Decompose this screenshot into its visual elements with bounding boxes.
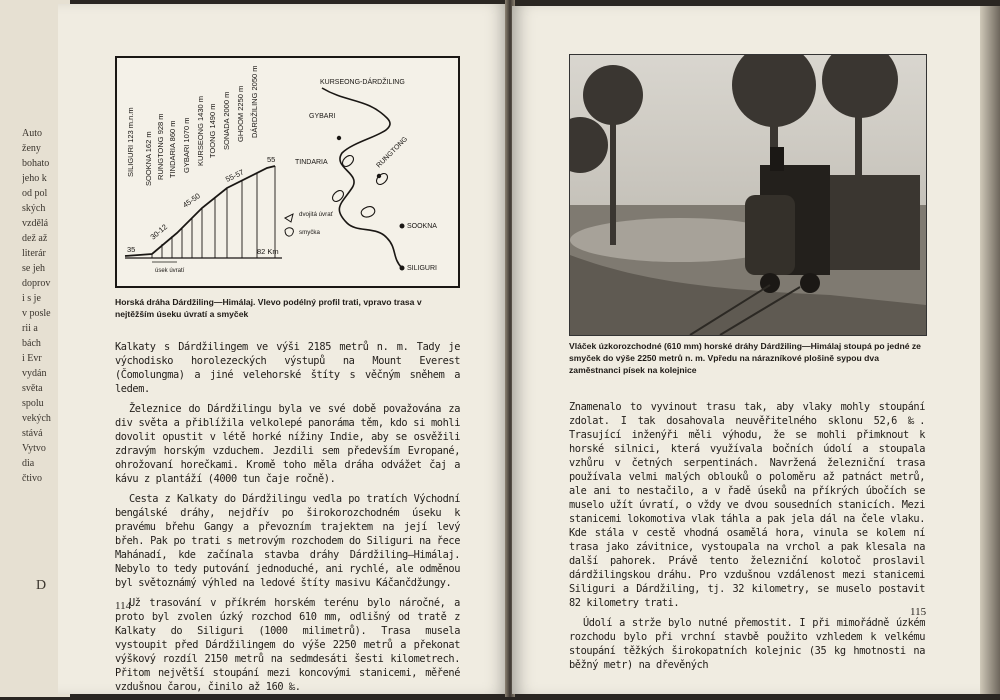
map-label: KURSEONG-DÁRDŽILING	[320, 79, 405, 86]
right-body-text	[569, 400, 925, 678]
distance-label: 82 Km	[257, 247, 279, 256]
gradient-label: 30-12	[148, 222, 169, 242]
elevation-label: KURSEONG 1430 m	[196, 95, 205, 166]
station-dot	[337, 136, 341, 140]
uvrat-label: úsek úvratí	[155, 268, 185, 274]
railway-figure	[115, 56, 460, 288]
elevation-label: SILIGURI 123 m.n.m	[126, 107, 135, 177]
elevation-label: GHOOM 2250 m	[236, 85, 245, 142]
paragraph: Cesta z Kalkaty do Dárdžilingu vedla po tratích Východní bengálské dráhy, nejdřív po širokorozchodném úseku k pravému břehu Gangy a převozním trajektem na její levý břeh. Pak po trati s metrovým rozchodem do Siliguri na řece Mahánadí, kde začínala stavba dráhy Dárdžiling—Himálaj. Nebylo to tedy putování jednoduché, ani rychlé, ale odměnou byl světoznámý výhled na ledové štíty masivu Káčančdžungy.	[115, 493, 460, 589]
map-label: GYBARI	[309, 113, 336, 120]
page-number: 114	[115, 600, 132, 612]
station-dot	[377, 174, 381, 178]
train-photo-image	[570, 55, 926, 335]
paragraph: Údolí a strže bylo nutné přemostit. I při mimořádně úzkém rozchodu bylo při vrchní stavbě použito vzhledem k velkému stoupání těžkých širokopatních kolejnic (35 kg hmotnosti na běžný metr) na dřevěných	[569, 617, 925, 671]
paragraph: Už trasování v příkrém horském terénu bylo náročné, a proto byl zvolen úzký rozchod 610 mm, odlišný od tratě z Kalkaty do Siliguri (1000 milimetrů). Trasa musela vystoupit před Dárdžilingem do výše 2250 metrů a překonat výškový rozdíl 2150 metrů na sedmdesáti šesti kilometrech. Přitom největší stoupání mezi koncovými stanicemi, měřené vzdušnou čarou, činilo až 160 ‰.	[115, 597, 460, 693]
right-page	[512, 6, 982, 694]
gradient-label: 45-50	[180, 191, 202, 210]
page-edges	[980, 6, 1000, 694]
gradient-label: 55-57	[224, 167, 246, 184]
gradient-label: 35	[127, 245, 136, 254]
elevation-label: SONADA 2000 m	[222, 91, 231, 150]
underlying-page-mark: D	[36, 578, 47, 593]
legend-label: smyčka	[299, 229, 320, 236]
map-label: RUNGTONG	[375, 135, 410, 170]
paragraph: Znamenalo to vyvinout trasu tak, aby vlaky mohly stoupání zdolat. I tak dosahovala neuvěřitelného sklonu 52,6 ‰. Trasující inženýři měli výhodu, že se mohli přimknout k horské silnici, která využívala bočních údolí a stoupala vzhůru v četných serpentinách. Navržená železniční trasa používala velmi malých oblouků o poloměru až patnáct metrů, ale ani to nestačilo, a v řadě úseků na příkrých úbočích se muselo užít úvratí, o vždy ve dvou sousedních stanicích. Mezi stanicemi lokomotiva vlak táhla a pak jela dál na čele vlaku. Kde stála v cestě vhodná osamělá hora, vinula se kolem ní trasa jako závitnice, vystoupala na vrchol a pak klesala na další pahorek. Právě tento železniční kolotoč proslavil dárdžilingskou dráhu. Pro vzdušnou vzdálenost mezi stanicemi Siliguri a Dárdžiling, tj. 32 kilometry, se muselo postavit 82 kilometry trati.	[569, 401, 925, 609]
elevation-label: TINDARIA 860 m	[168, 120, 177, 178]
profile-verticals	[152, 166, 275, 258]
page-number: 115	[910, 606, 927, 618]
elevation-label: TOONG 1490 m	[208, 103, 217, 158]
paragraph: Železnice do Dárdžilingu byla ve své době považována za div světa a přiblížila velkolepé panoráma těm, kdo si mohli dovolit opustit v létě horké nížiny Indie, aby se osvěžili zdravým horským vzduchem. Jezdili sem především Evropané, ohrožovaní horečkami. Kromě toho měla dráha odvážet čaj a kávu z plantáží (4000 tun čaje ročně).	[115, 403, 460, 485]
elevation-label: GYBARI 1070 m	[182, 117, 191, 173]
train-photo	[569, 54, 927, 336]
profile-and-map-diagram	[117, 58, 458, 286]
map-label: TINDARIA	[295, 159, 328, 166]
elevation-label: RUNGTONG 928 m	[156, 113, 165, 180]
gradient-label: 55	[267, 155, 276, 164]
underlying-page-text: Auto ženy bohato jeho k od pol ských vzdělá dež až literár se jeh doprov i s je v posle rii a bách i Evr vydán světa spolu vekých stává Vytvo dia čtivo	[22, 128, 51, 484]
left-body-text	[115, 340, 460, 700]
legend-symbols	[285, 214, 293, 236]
map-label: SILIGURI	[407, 265, 437, 272]
map-label: SOOKNA	[407, 223, 437, 230]
photo-caption: Vláček úzkorozchodné (610 mm) horské dráhy Dárdžiling—Himálaj stoupá po jedné ze smyček do výše 2250 metrů n. m. Vpředu na nárazníkové plošině sypou dva zaměstnanci písek na kolejnice	[569, 341, 921, 375]
station-dot	[400, 266, 405, 271]
station-dot	[400, 224, 405, 229]
legend-label: dvojitá úvrať	[299, 211, 333, 218]
elevation-label: SOOKNA 162 m	[144, 131, 153, 186]
figure-caption: Horská dráha Dárdžiling—Himálaj. Vlevo podélný profil trati, vpravo trasa v nejtěžším úseku úvratí a smyček	[115, 297, 422, 319]
left-page	[58, 4, 508, 694]
elevation-label: DÁRDŽILING 2050 m	[250, 65, 259, 138]
paragraph: Kalkaty s Dárdžilingem ve výši 2185 metrů n. m. Tady je východisko horolezeckých výstupů na Mount Everest (Čomolungma) a jiné velehorské štíty s věčným sněhem a ledem.	[115, 341, 460, 395]
